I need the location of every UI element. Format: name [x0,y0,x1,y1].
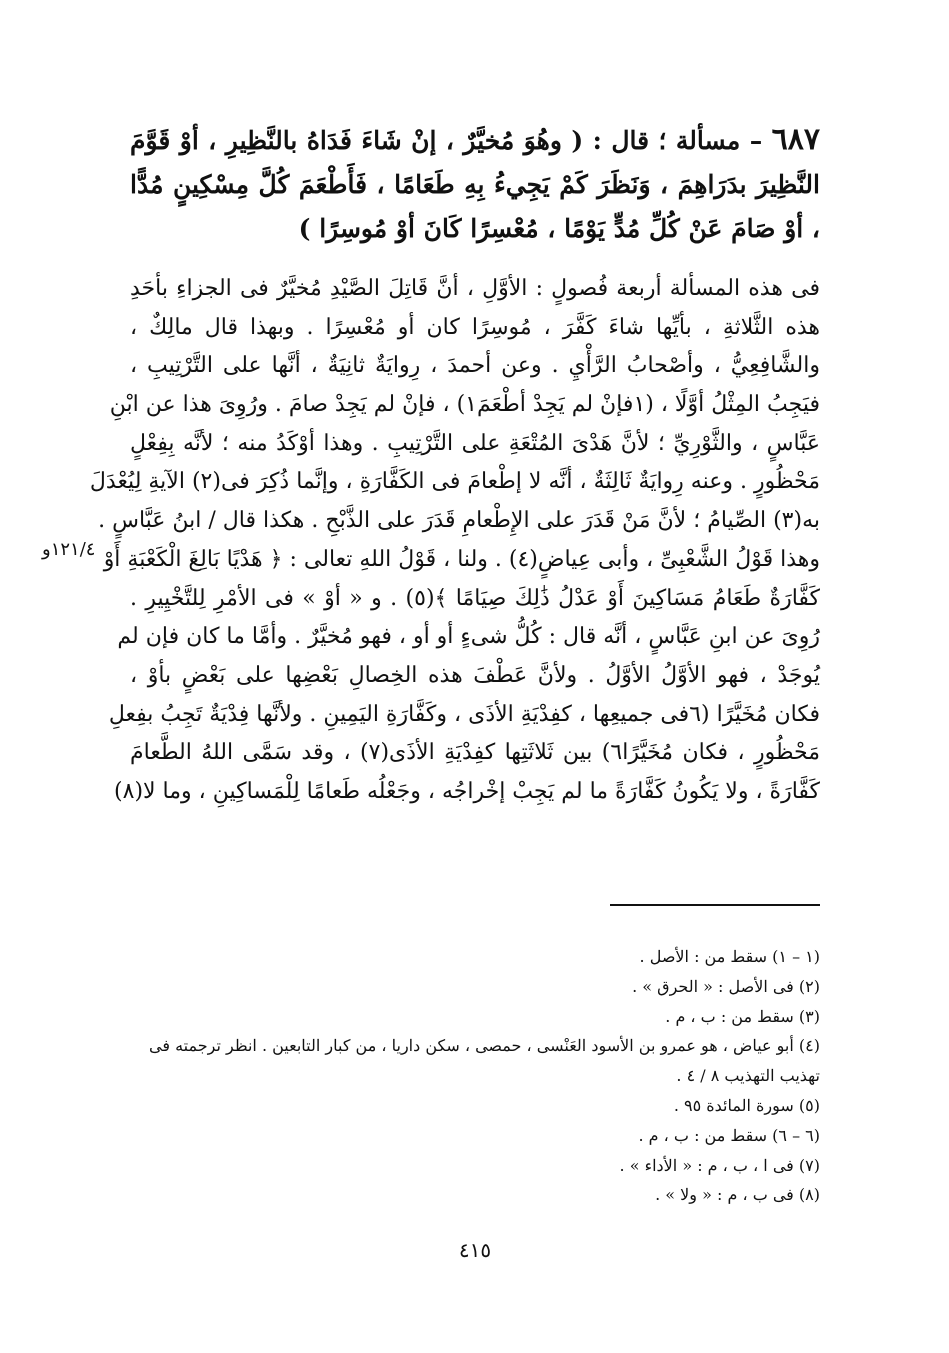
footnote: (٥) سورة المائدة ٩٥ . [673,1095,820,1115]
body-line: يُوجَدْ ، فهو الأوَّلُ الأوَّلُ . ولأنَّ عَطْفَ هذه الخِصالِ بَعْضِها على بَعْضٍ بأوْ ، [130,662,820,688]
footnote: (٦ – ٦) سقط من : ب ، م . [638,1125,820,1145]
body-paragraph [89,270,821,812]
body-line: فيَجِبُ المِثْلُ أوَّلًا ، (١فإنْ لم يَجِدْ أطْعَمَ١) ، فإنْ لم يَجِدْ صامَ . ورُوِىَ هذا عن ابْنِ [109,392,820,418]
footnote: (٧) فى ا ، ب ، م : « الأداء » . [619,1155,820,1175]
issue-number: ٦٨٧ [771,122,820,157]
body-line: والشَّافِعِيُّ ، وأصْحابُ الرَّأْيِ . وعن أحمدَ ، رِوايَةٌ ثانِيَةٌ ، أنَّها على التَّرْتِيبِ ، [130,353,820,379]
body-line: كَفَّارَةٌ طَعَامُ مَسَاكِينَ أَوْ عَدْلُ ذَٰلِكَ صِيَامًا ﴾(٥) . و « أوْ » فى الأمْرِ لِلتَّخْيِيرِ . [130,585,821,611]
margin-folio-reference: ١٢١/٤و [42,539,96,560]
page-number: ٤١٥ [458,1238,492,1262]
issue-text: – مسألة ؛ قال : ( وهُوَ مُخيَّرٌ ، إنْ شَاءَ فَدَاهُ بالنَّظِيرِ ، أوْ قَوَّمَ النَّظِيرَ بدَرَاهِمَ ، وَنَظَرَ كَمْ يَجِيءُ بِهِ طَعَامًا ، فَأَطْعَمَ كُلَّ مِسْكِينٍ مُدًّا ، أوْ صَامَ عَنْ كُلِّ مُدٍّ يَوْمًا ، مُعْسِرًا كَانَ أوْ مُوسِرًا ) [130,126,820,243]
footnote: (١ – ١) سقط من : الأصل . [639,947,820,966]
footnote-separator [610,904,820,906]
footnote: (٣) سقط من : ب ، م . [665,1006,820,1026]
footnotes [130,942,820,1210]
footnote-continuation: تهذيب التهذيب ٨ / ٤ . [676,1066,820,1086]
body-line: عَبَّاسٍ ، والثَّوْرِيِّ ؛ لأنَّ هَدْىَ المُتْعَةِ على التَّرْتِيبِ . وهذا أوْكَدُ منه ؛ لأنَّه بِفِعْلٍ [130,430,820,456]
body-line: فى هذه المسألة أربعة فُصولٍ : الأوَّلِ ، أنَّ قَاتِلَ الصَّيْدِ مُخيَّرٌ فى الجزاءِ بأحَدِ [130,276,820,301]
issue-heading [130,118,820,251]
body-line: كَفَّارَةً ، ولا يَكُونُ كَفَّارَةً ما لم يَجِبْ إخْراجُه ، وجَعْلُه طَعامًا لِلْمَساكِينِ ، وما لا(٨) [114,778,820,804]
body-line: به(٣) الصِّيامُ ؛ لأنَّ مَنْ قَدَرَ على الإِطْعامِ قَدَرَ على الذَّبْحِ . هكذا قال / ابنُ عَبَّاسٍ . [98,508,820,534]
footnote: (٨) فى ب ، م : « ولا » . [655,1185,820,1205]
footnote: (٢) فى الأصل : « الحرق » . [632,976,820,996]
body-line: وهذا قَوْلُ الشَّعْبِىِّ ، وأبى عِياضٍ(٤) . ولنا ، قَوْلُ اللهِ تعالى : ﴿ هَدْيًا بَالِغَ الْكَعْبَةِ أَوْ [103,546,820,572]
body-line: مَحْظُورٍ . وعنه رِوايَةٌ ثَالِثَةٌ ، أنَّه لا إطْعامَ فى الكَفَّارَةِ ، وإنَّما ذُكِرَ فى(٢) الآيةِ لِيُعْدَلَ [89,469,820,495]
body-line: هذه الثَّلاثةِ ، بأيِّها شاءَ كَفَّرَ ، مُوسِرًا كان أو مُعْسِرًا . وبهذا قال مالِكٌ ، [130,314,820,340]
body-line: فكان مُخَيَّرًا (٦فى جميعِها ، كفِدْيَةِ الأذَى ، وكَفَّارَةِ اليَمِينِ . ولأنَّها فِدْيَةٌ تَجِبُ بفِعلِ [108,701,820,727]
footnote: (٤) أبو عياض ، هو عمرو بن الأسود العَنْسى ، حمصى ، سكن داريا ، من كبار التابعين . انظر ترجمته فى [149,1036,820,1056]
body-line: رُوِىَ عن ابنِ عَبَّاسٍ ، أنَّه قال : كُلُّ شىءٍ أو أو ، فهو مُخيَّرٌ . وأمَّا ما كان فإن لم [117,624,820,650]
body-line: مَحْظُورٍ ، فكان مُخَيَّرًا٦) بين ثَلاثَتِها كفِدْيَةِ الأذَى(٧) ، وقد سَمَّى اللهُ الطَّعامَ [130,740,820,766]
